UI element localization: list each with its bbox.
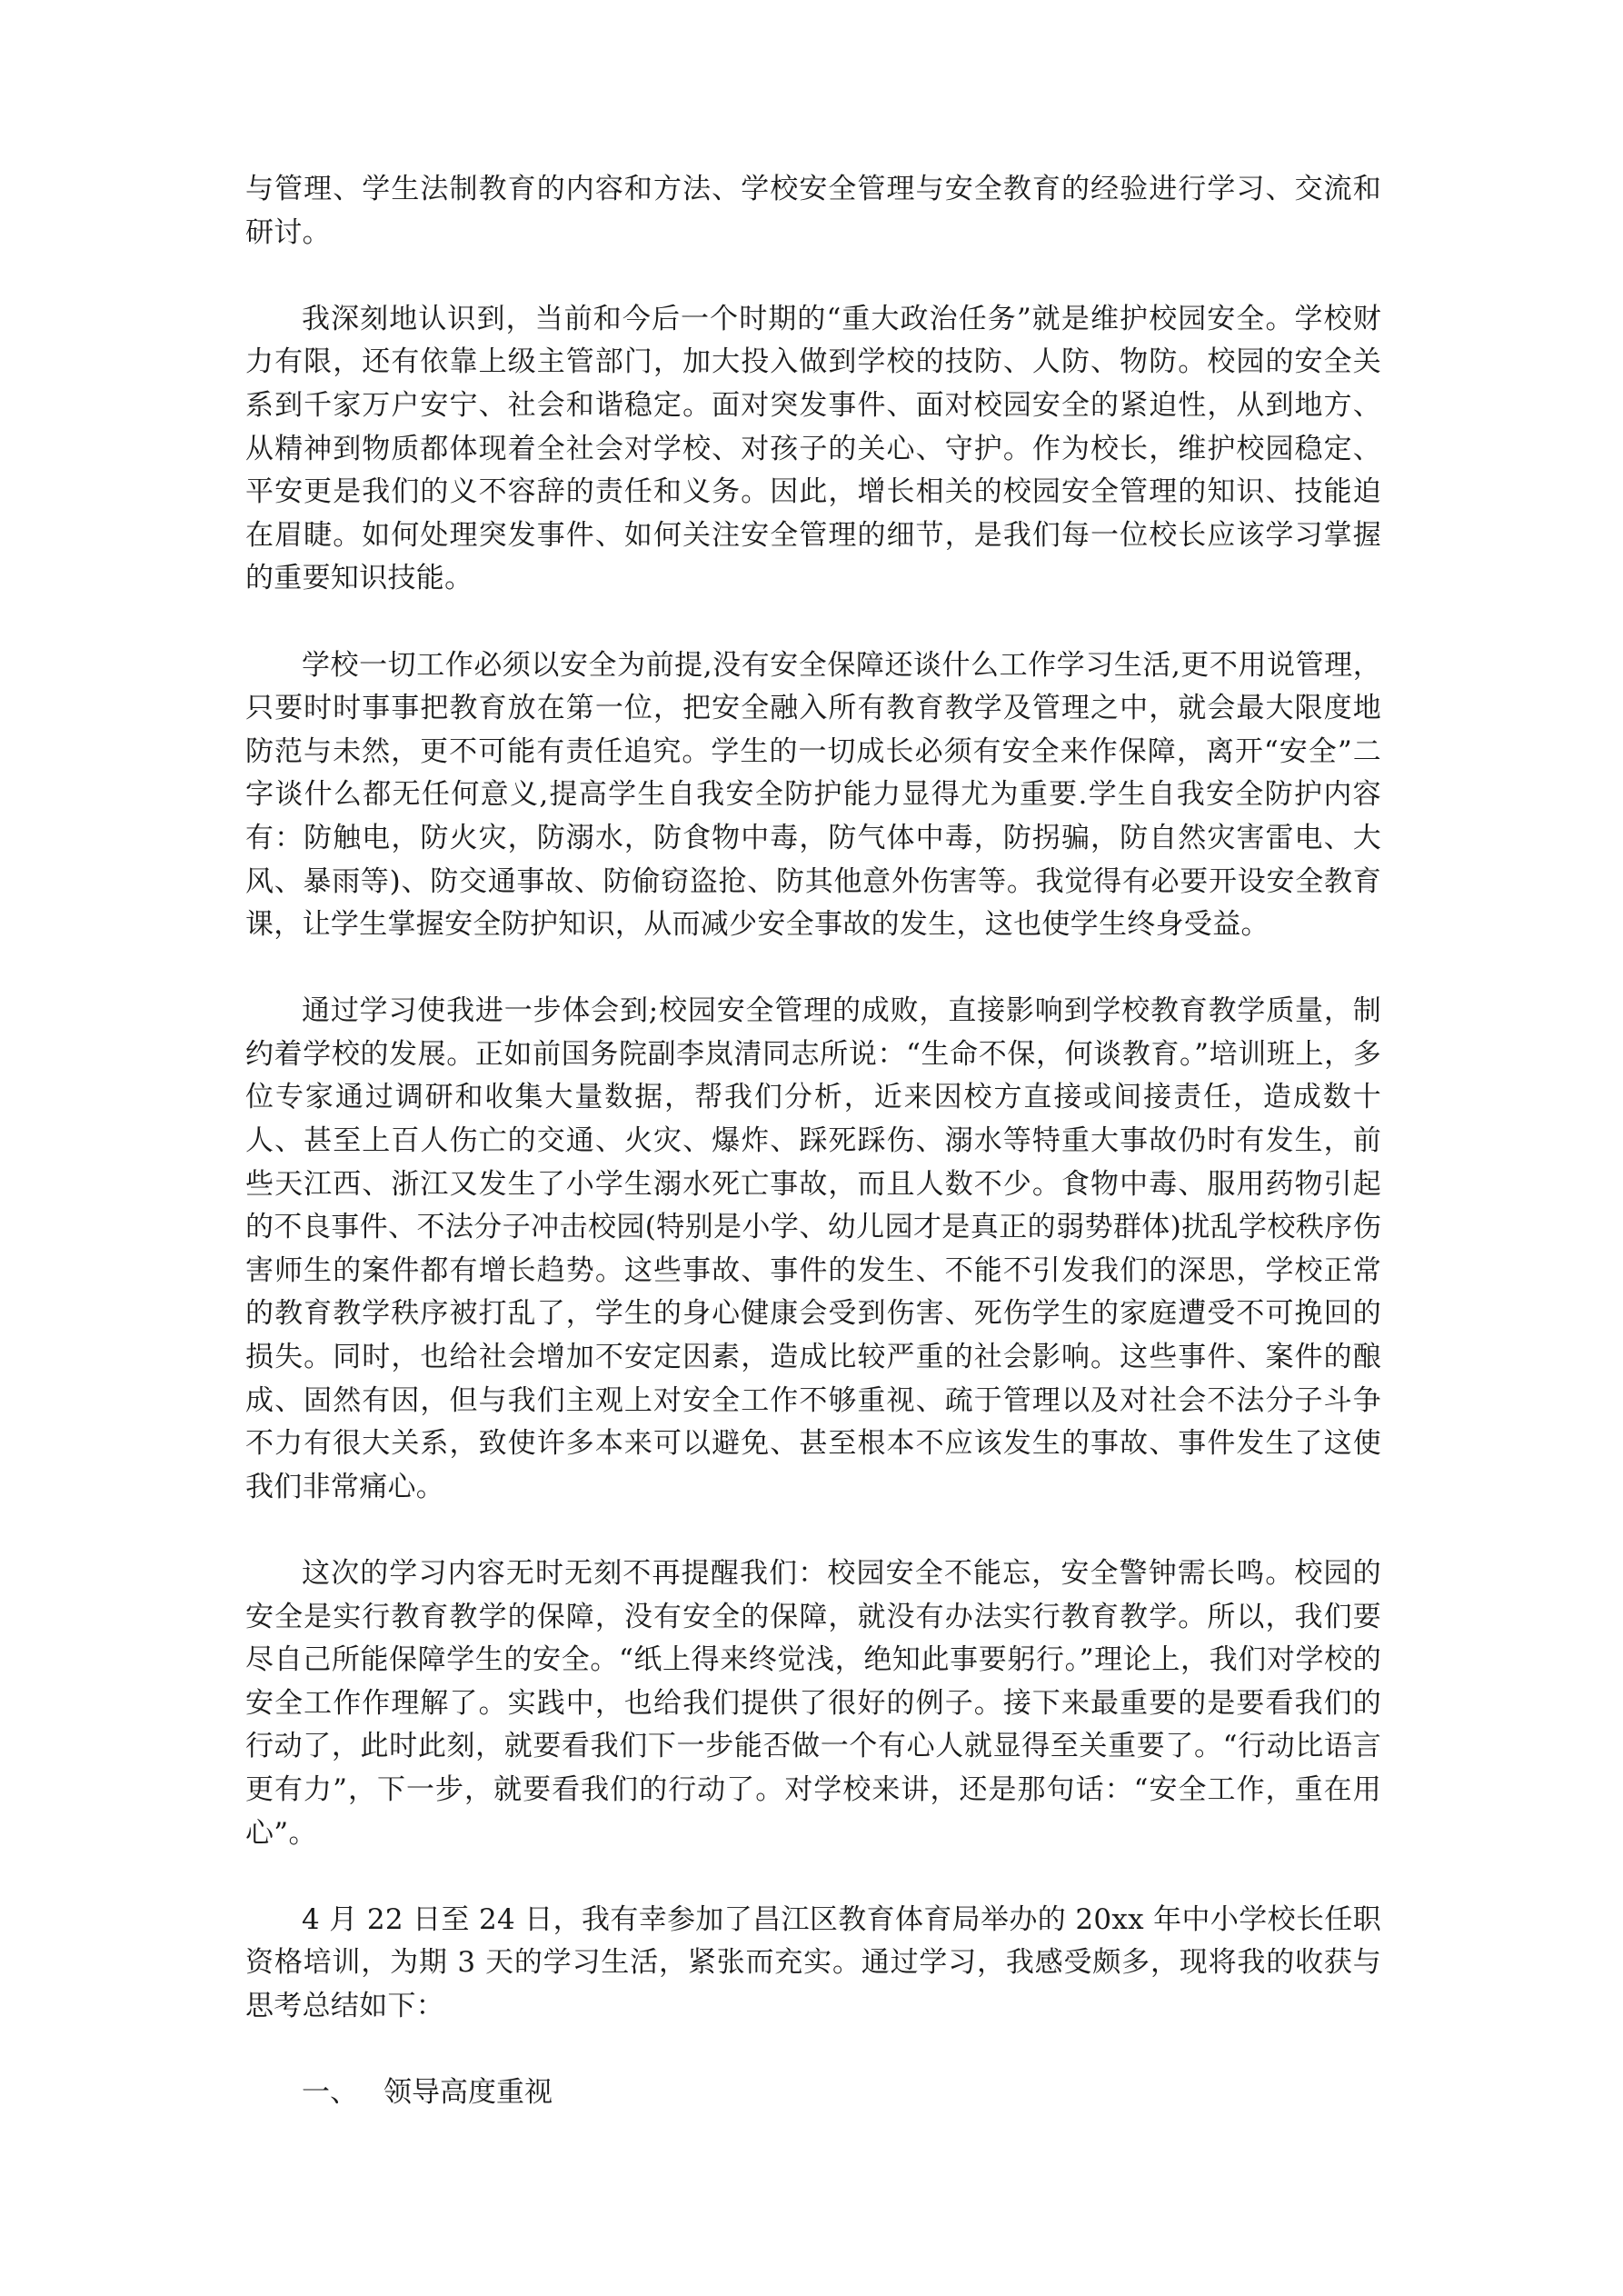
paragraph-2: 我深刻地认识到，当前和今后一个时期的“重大政治任务”就是维护校园安全。学校财力有限，还有依靠上级主管部门，加大投入做到学校的技防、人防、物防。校园的安全关系到千家万户安宁、社会和谐稳定。面对突发事件、面对校园安全的紧迫性，从到地方、从精神到物质都体现着全社会对学校、对孩子的关心、守护。作为校长，维护校园稳定、平安更是我们的义不容辞的责任和义务。因此，增长相关的校园安全管理的知识、技能迫在眉睫。如何处理突发事件、如何关注安全管理的细节，是我们每一位校长应该学习掌握的重要知识技能。 (245, 302, 1381, 595)
document-body (245, 168, 1381, 2115)
paragraph-4: 通过学习使我进一步体会到;校园安全管理的成败，直接影响到学校教育教学质量，制约着学校的发展。正如前国务院副李岚清同志所说：“生命不保，何谈教育。”培训班上，多位专家通过调研和收集大量数据，帮我们分析，近来因校方直接或间接责任，造成数十人、甚至上百人伤亡的交通、火灾、爆炸、踩死踩伤、溺水等特重大事故仍时有发生，前些天江西、浙江又发生了小学生溺水死亡事故，而且人数不少。食物中毒、服用药物引起的不良事件、不法分子冲击校园(特别是小学、幼儿园才是真正的弱势群体)扰乱学校秩序伤害师生的案件都有增长趋势。这些事故、事件的发生、不能不引发我们的深思，学校正常的教育教学秩序被打乱了，学生的身心健康会受到伤害、死伤学生的家庭遭受不可挽回的损失。同时，也给社会增加不安定因素，造成比较严重的社会影响。这些事件、案件的酿成、固然有因，但与我们主观上对安全工作不够重视、疏于管理以及对社会不法分子斗争不力有很大关系，致使许多本来可以避免、甚至根本不应该发生的事故、事件发生了这使我们非常痛心。 (245, 994, 1381, 1503)
section-heading (245, 2071, 1381, 2115)
section-number: 一、 (302, 2076, 358, 2110)
section-title: 领导高度重视 (383, 2076, 553, 2110)
paragraph-5: 这次的学习内容无时无刻不再提醒我们：校园安全不能忘，安全警钟需长鸣。校园的安全是实行教育教学的保障，没有安全的保障，就没有办法实行教育教学。所以，我们要尽自己所能保障学生的安全。“纸上得来终觉浅，绝知此事要躬行。”理论上，我们对学校的安全工作作理解了。实践中，也给我们提供了很好的例子。接下来最重要的是要看我们的行动了，此时此刻，就要看我们下一步能否做一个有心人就显得至关重要了。“行动比语言更有力”，下一步，就要看我们的行动了。对学校来讲，还是那句话：“安全工作，重在用心”。 (245, 1557, 1381, 1850)
paragraph-3: 学校一切工作必须以安全为前提,没有安全保障还谈什么工作学习生活,更不用说管理，只要时时事事把教育放在第一位，把安全融入所有教育教学及管理之中，就会最大限度地防范与未然，更不可能有责任追究。学生的一切成长必须有安全来作保障，离开“安全”二字谈什么都无任何意义,提高学生自我安全防护能力显得尤为重要.学生自我安全防护内容有：防触电，防火灾，防溺水，防食物中毒，防气体中毒，防拐骗，防自然灾害雷电、大风、暴雨等)、防交通事故、防偷窃盗抢、防其他意外伤害等。我觉得有必要开设安全教育课，让学生掌握安全防护知识，从而减少安全事故的发生，这也使学生终身受益。 (245, 648, 1381, 942)
paragraph-6: 4 月 22 日至 24 日，我有幸参加了昌江区教育体育局举办的 20xx 年中小学校长任职资格培训，为期 3 天的学习生活，紧张而充实。通过学习，我感受颇多，现将我的收获与思考总结如下： (245, 1902, 1381, 2022)
paragraph-1: 与管理、学生法制教育的内容和方法、学校安全管理与安全教育的经验进行学习、交流和研讨。 (245, 173, 1381, 249)
